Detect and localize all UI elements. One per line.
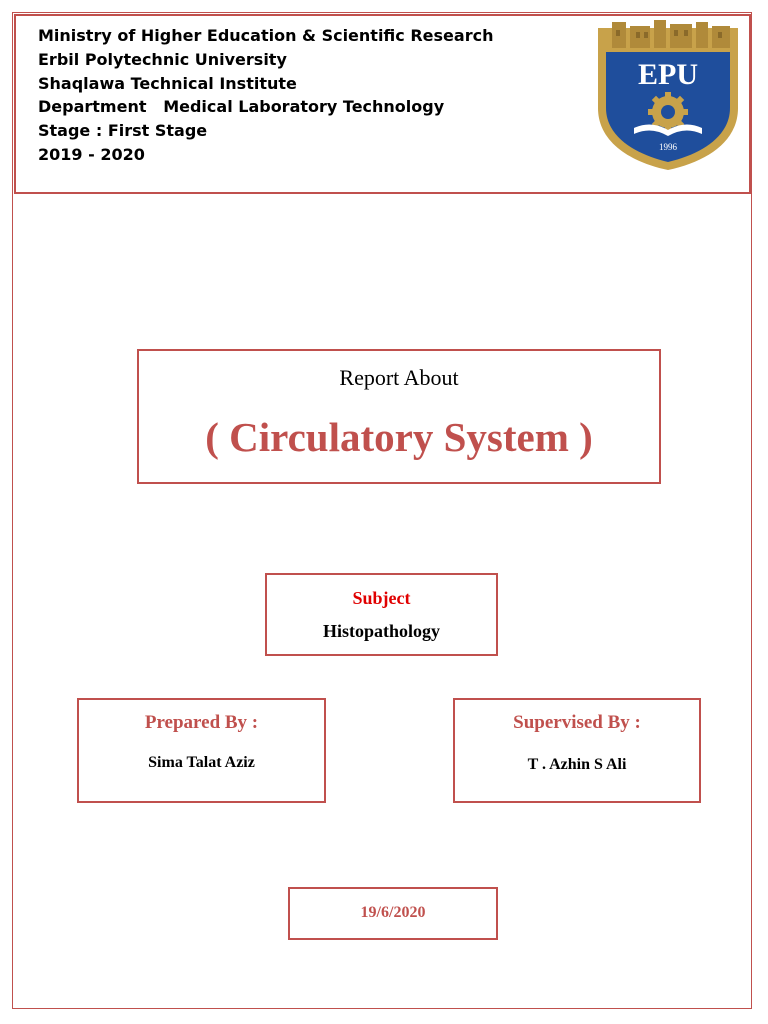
report-kicker: Report About (339, 365, 459, 390)
date-box (288, 887, 498, 940)
header-lines (38, 24, 493, 167)
title-box (137, 349, 661, 484)
report-date: 19/6/2020 (360, 904, 426, 921)
header-line-stage: Stage : First Stage (38, 121, 208, 141)
header-line-university: Erbil Polytechnic University (38, 49, 287, 69)
header-line-ministry: Ministry of Higher Education & Scientific Research (38, 26, 494, 45)
logo-text: EPU (638, 58, 698, 91)
supervised-box (453, 698, 701, 803)
prepared-name: Sima Talat Aziz (148, 754, 255, 771)
header-line-year: 2019 - 2020 (38, 144, 145, 164)
supervised-label: Supervised By : (513, 712, 641, 733)
subject-label: Subject (352, 588, 411, 608)
prepared-box (77, 698, 326, 803)
logo-year: 1996 (659, 142, 677, 152)
subject-value: Histopathology (322, 621, 441, 641)
subject-box (265, 573, 498, 656)
header-line-institute: Shaqlawa Technical Institute (38, 73, 297, 93)
supervised-name: T . Azhin S Ali (527, 756, 627, 773)
epu-logo (594, 20, 742, 172)
report-title: ( Circulatory System ) (205, 414, 593, 460)
header-line-department: Department Medical Laboratory Technology (38, 97, 445, 117)
prepared-label: Prepared By : (144, 712, 259, 733)
